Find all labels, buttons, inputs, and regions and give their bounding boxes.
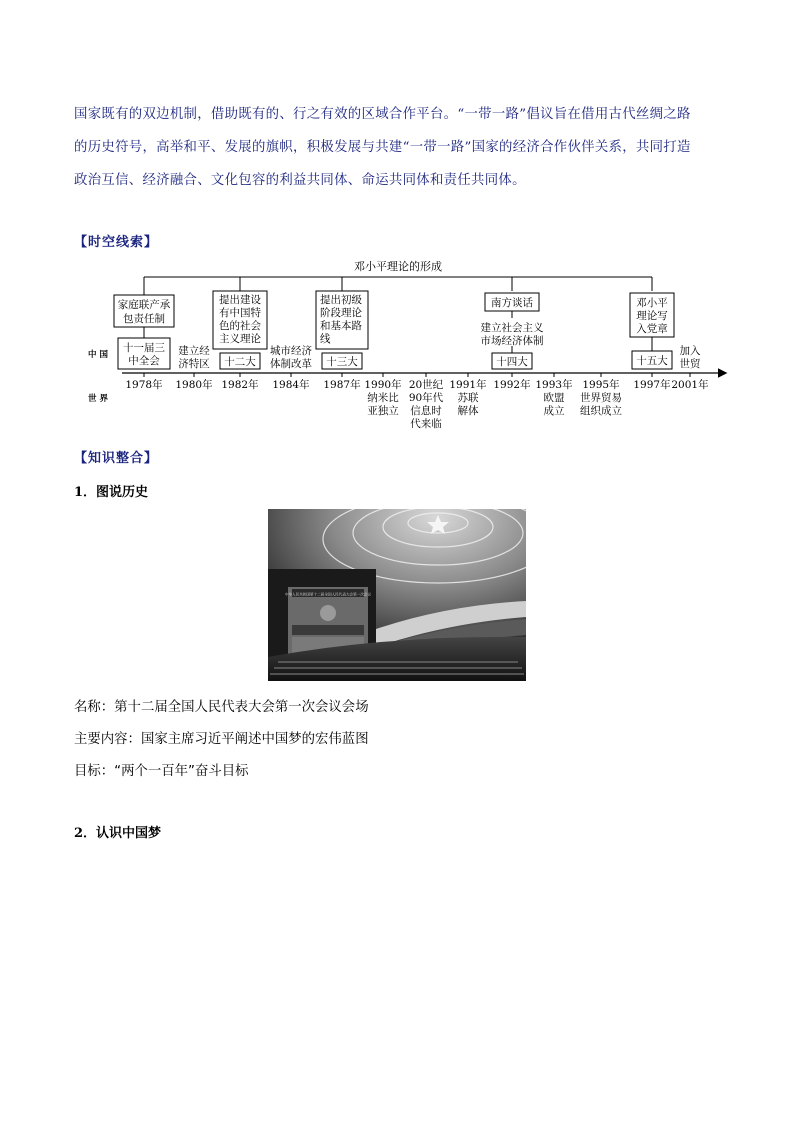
- photo-banner-text: 中华人民共和国第十二届全国人民代表大会第一次会议: [284, 592, 372, 597]
- congress-box-5: [632, 351, 672, 369]
- world-event-line: 组织成立: [580, 405, 622, 417]
- top-box-line: 有中国特: [219, 307, 261, 319]
- world-event-line: 成立: [543, 405, 565, 417]
- top-box-5: [630, 293, 674, 337]
- china-event-line: 建立社会主义: [480, 322, 544, 334]
- congress-box-line: 十四大: [496, 356, 528, 368]
- year-label: 1980年: [175, 379, 213, 391]
- top-box-line: 理论写: [636, 310, 668, 322]
- year-label: 1990年: [364, 379, 402, 391]
- top-box-3: [316, 291, 368, 349]
- world-event-line: 90年代: [408, 392, 444, 404]
- top-box-line: 入党章: [636, 323, 668, 335]
- top-box-line: 和基本路: [320, 320, 362, 332]
- top-box-line: 邓小平: [636, 297, 668, 309]
- top-box-line: 家庭联产承: [117, 299, 171, 311]
- row-label-china: 中 国: [88, 350, 108, 360]
- world-event-line: 解体: [457, 405, 479, 417]
- china-event-line: 市场经济体制: [480, 335, 544, 347]
- year-label: 1992年: [493, 379, 531, 391]
- top-box-line: 主义理论: [219, 333, 261, 345]
- top-box-line: 线: [320, 333, 331, 345]
- world-event-line: 代来临: [410, 418, 442, 430]
- axis-ticks: [144, 373, 690, 377]
- subheading-chinese-dream: 2．认识中国梦: [74, 826, 162, 841]
- china-event-line: 济特区: [178, 358, 210, 370]
- info-name: 名称：第十二届全国人民代表大会第一次会议会场: [74, 700, 369, 715]
- world-event-line: 信息时: [410, 405, 442, 417]
- congress-box-line: 十五大: [636, 355, 668, 367]
- world-event-line: 世界贸易: [580, 392, 622, 404]
- year-label: 1993年: [535, 379, 573, 391]
- intro-paragraph: [74, 98, 734, 197]
- congress-box-line: 十三大: [326, 356, 358, 368]
- timeline-diagram: [80, 255, 740, 435]
- top-box-1: [114, 295, 174, 327]
- world-event-line: 苏联: [457, 392, 479, 404]
- year-label: 1984年: [272, 379, 310, 391]
- world-event-line: 欧盟: [543, 392, 565, 404]
- top-box-line: 南方谈话: [491, 297, 533, 309]
- intro-line: 的历史符号，高举和平、发展的旗帜，积极发展与共建“一带一路”国家的经济合作伙伴关系，共同打造: [74, 140, 691, 155]
- world-event-line: 纳米比: [367, 392, 399, 404]
- china-event-line: 城市经济: [270, 345, 312, 357]
- top-box-line: 阶段理论: [320, 307, 362, 319]
- year-label: 1995年: [582, 379, 620, 391]
- congress-box-3: [322, 353, 362, 369]
- subheading-illustrated-history: 1．图说历史: [74, 485, 149, 500]
- row-label-world: 世 界: [88, 394, 108, 404]
- congress-box-4: [492, 353, 532, 369]
- world-event-line: 亚独立: [367, 405, 399, 417]
- timeline-heading: 【时空线索】: [74, 235, 159, 250]
- china-event-line: 世贸: [679, 358, 701, 370]
- top-box-line: 提出建设: [219, 294, 261, 306]
- year-labels: [125, 378, 709, 391]
- china-event-line: 加入: [679, 345, 701, 357]
- info-goal: 目标：“两个一百年”奋斗目标: [74, 764, 249, 779]
- year-label: 2001年: [671, 379, 709, 391]
- congress-box-2: [220, 353, 260, 369]
- info-content: 主要内容：国家主席习近平阐述中国梦的宏伟蓝图: [74, 732, 369, 747]
- china-event-line: 建立经: [178, 345, 210, 357]
- top-box-4: [485, 293, 539, 311]
- year-label: 1997年: [633, 379, 671, 391]
- year-label: 1978年: [125, 379, 163, 391]
- knowledge-heading: 【知识整合】: [74, 451, 159, 466]
- year-label: 20世纪: [408, 379, 444, 391]
- top-box-line: 色的社会: [219, 320, 261, 332]
- congress-box-1: [118, 338, 170, 369]
- congress-box-line: 十二大: [224, 356, 256, 368]
- congress-box-line: 中全会: [128, 355, 160, 367]
- intro-line: 政治互信、经济融合、文化包容的利益共同体、命运共同体和责任共同体。: [74, 173, 526, 188]
- top-box-2: [213, 291, 267, 349]
- timeline-title: 邓小平理论的形成: [354, 260, 442, 273]
- top-box-line: 提出初级: [320, 294, 362, 306]
- congress-hall-photo: [268, 509, 526, 681]
- year-label: 1982年: [221, 379, 259, 391]
- congress-box-line: 十一届三: [123, 342, 165, 354]
- china-event-line: 体制改革: [270, 358, 312, 370]
- top-box-line: 包责任制: [123, 313, 165, 325]
- year-label: 1987年: [323, 379, 361, 391]
- intro-line: 国家既有的双边机制，借助既有的、行之有效的区域合作平台。“一带一路”倡议旨在借用古代丝绸之路: [74, 107, 691, 122]
- year-label: 1991年: [449, 379, 487, 391]
